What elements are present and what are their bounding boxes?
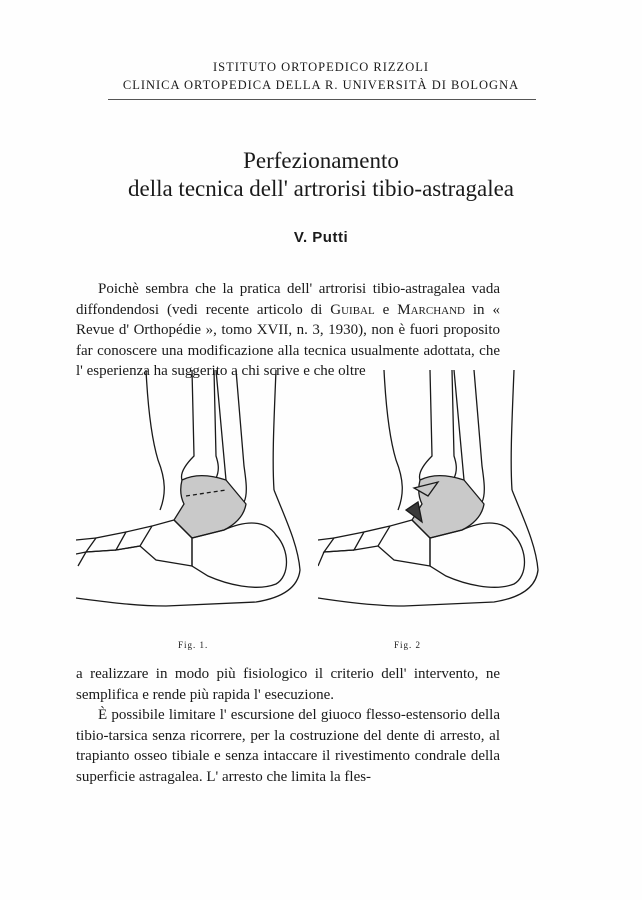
article-title-line1: Perfezionamento — [243, 148, 399, 173]
p1-text-a: Poichè sembra che la pratica dell' artrorisi tibio-astragalea vada diffondendosi (vedi recente articolo di — [76, 281, 500, 318]
p1-text-c: in « Revue d' Orthopédie », tomo XVII, n. 3, 1930), non è fuori proposito far conoscere una modificazione alla tecnica usualmente adottata, che l' esperienza ha suggerito a chi scrive e che oltre — [76, 301, 500, 380]
body-paragraph-3: È possibile limitare l' escursione del giuoco flesso-estensorio della tibio-tarsica senza ricorrere, per la costruzione del dente di arresto, al trapianto osseo tibiale e senza intaccare il rivestimento condrale della superficie astragalea. L' arresto che limita la fles- — [76, 707, 500, 785]
body-paragraph-1 — [76, 279, 500, 382]
figure-1-caption: Fig. 1. — [178, 640, 209, 650]
body-paragraph-2: a realizzare in modo più fisiologico il criterio dell' intervento, ne semplifica e rende più rapida l' esecuzione. — [76, 666, 500, 703]
author-name-marchand: Marchand — [397, 301, 465, 318]
figure-2-ankle-drawing — [318, 370, 558, 630]
p1-text-b: e — [374, 301, 398, 318]
author-name-guibal: Guibal — [330, 301, 375, 318]
institute-name: ISTITUTO ORTOPEDICO RIZZOLI — [212, 60, 430, 74]
article-title-line2: della tecnica dell' artrorisi tibio-astragalea — [127, 176, 514, 201]
article-author: V. Putti — [293, 229, 349, 246]
figure-2-caption: Fig. 2 — [394, 640, 422, 650]
figure-1-ankle-drawing — [76, 370, 316, 630]
clinic-name: CLINICA ORTOPEDICA DELLA R. UNIVERSITÀ DI BOLOGNA — [122, 78, 520, 92]
header-rule — [108, 99, 536, 100]
